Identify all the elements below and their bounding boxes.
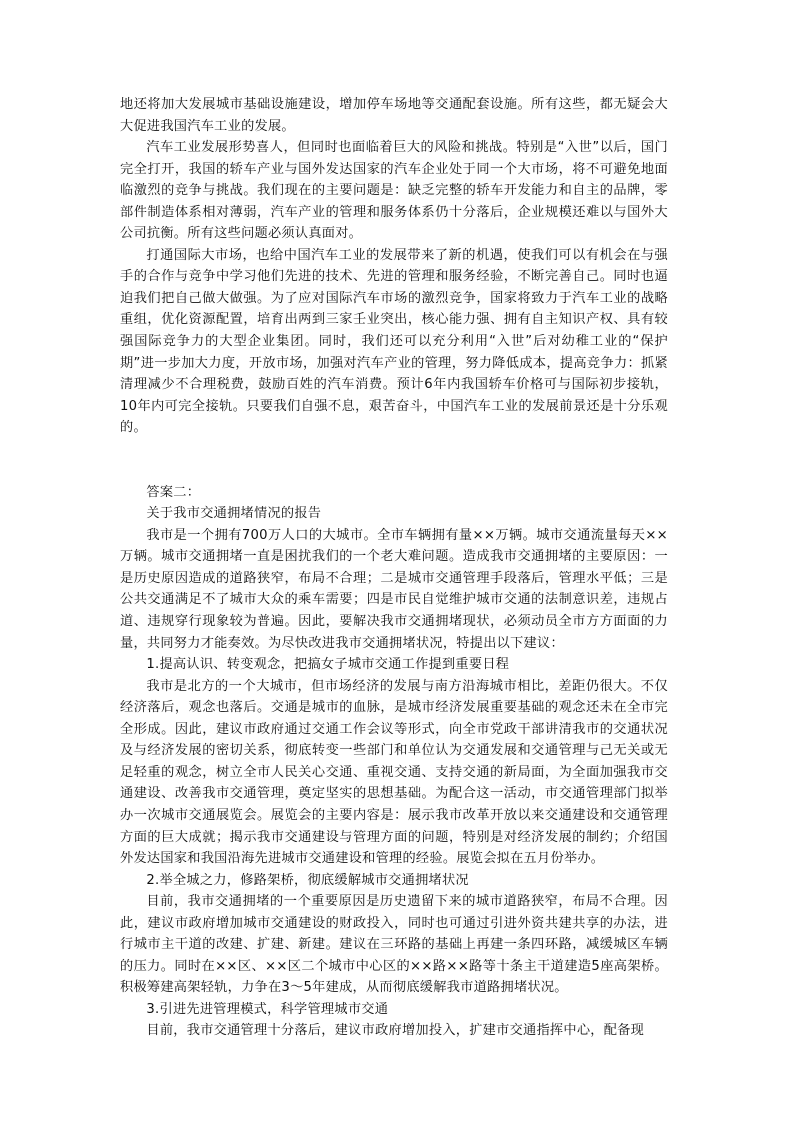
- section-heading-3: 3.引进先进管理模式，科学管理城市交通: [146, 1001, 389, 1017]
- section-heading-2: 2.举全城之力，修路架桥，彻底缓解城市交通拥堵状况: [146, 872, 469, 888]
- paragraph-6: 目前，我市交通拥堵的一个重要原因是历史遗留下来的城市道路狭窄，布局不合理。因此，建议市政府增加城市交通建设的财政投入，同时也可通过引进外资共建共享的办法，进行城市主干道的改建、扩建、新建。建议在三环路的基础上再建一条四环路，减缓城区车辆的压力。同时在××区、××区二个城市中心区的××路××路等十条主干道建造5座高架桥。积极筹建高架轻轨，力争在3～5年建成，从而彻底缓解我市道路拥堵状况。: [120, 894, 668, 996]
- document-body: [120, 94, 668, 1042]
- section-heading-1: 1.提高认识、转变观念，把搞女子城市交通工作提到重要日程: [146, 657, 510, 673]
- paragraph-3: 打通国际大市场，也给中国汽车工业的发展带来了新的机遇，使我们可以有机会在与强手的合作与竞争中学习他们先进的技术、先进的管理和服务经验，不断完善自己。同时也逼迫我们把自己做大做强。为了应对国际汽车市场的激烈竞争，国家将致力于汽车工业的战略重组，优化资源配置，培育出两到三家壬业突出，核心能力强、拥有自主知识产权、具有较强国际竞争力的大型企业集团。同时，我们还可以充分利用“入世”后对幼稚工业的“保护期”进一步加大力度，开放市场，加强对汽车产业的管理，努力降低成本，提高竞争力：抓紧清理减少不合理税费，鼓励百姓的汽车消费。预计6年内我国轿车价格可与国际初步接轨，10年内可完全接轨。只要我们自强不息，艰苦奋斗，中国汽车工业的发展前景还是十分乐观的。: [120, 247, 668, 436]
- answer-label: 答案二：: [146, 484, 201, 500]
- report-title: 关于我市交通拥堵情况的报告: [146, 506, 322, 522]
- paragraph-5: 我市是北方的一个大城市，但市场经济的发展与南方沿海城市相比，差距仍很大。不仅经济落后，观念也落后。交通是城市的血脉，是城市经济发展重要基础的观念还未在全市完全形成。因此，建议市政府通过交通工作会议等形式，向全市党政干部讲清我市的交通状况及与经济发展的密切关系，彻底转变一些部门和单位认为交通发展和交通管理与己无关或无足轻重的观念，树立全市人民关心交通、重视交通、支持交通的新局面，为全面加强我市交通建设、改善我市交通管理，奠定坚实的思想基础。为配合这一活动，市交通管理部门拟举办一次城市交通展览会。展览会的主要内容是：展示我市改革开放以来交通建设和交通管理方面的巨大成就；揭示我市交通建设与管理方面的问题，特别是对经济发展的制约；介绍国外发达国家和我国沿海先进城市交通建设和管理的经验。展览会拟在五月份举办。: [120, 678, 668, 867]
- blank-spacer: [120, 439, 668, 482]
- paragraph-7: 目前，我市交通管理十分落后，建议市政府增加投入，扩建市交通指挥中心，配备现: [146, 1023, 645, 1039]
- paragraph-2: 汽车工业发展形势喜人，但同时也面临着巨大的风险和挑战。特别是“入世”以后，国门完全打开，我国的轿车产业与国外发达国家的汽车企业处于同一个大市场，将不可避免地面临激烈的竞争与挑战。我们现在的主要问题是：缺乏完整的轿车开发能力和自主的品牌，零部件制造体系相对薄弱，汽车产业的管理和服务体系仍十分落后，企业规模还难以与国外大公司抗衡。所有这些问题必须认真面对。: [120, 140, 668, 242]
- paragraph-1: 地还将加大发展城市基础设施建设，增加停车场地等交通配套设施。所有这些，都无疑会大大促进我国汽车工业的发展。: [120, 97, 668, 134]
- paragraph-4: 我市是一个拥有700万人口的大城市。全市车辆拥有量××万辆。城市交通流量每天××万辆。城市交通拥堵一直是困扰我们的一个老大难问题。造成我市交通拥堵的主要原因：一是历史原因造成的道路狭窄，布局不合理；二是城市交通管理手段落后，管理水平低；三是公共交通满足不了城市大众的乘车需要；四是市民自觉维护城市交通的法制意识差，违规占道、违规穿行现象较为普遍。因此，要解决我市交通拥堵现状，必须动员全市方方面面的力量，共同努力才能奏效。为尽快改进我市交通拥堵状况，特提出以下建议：: [120, 527, 668, 651]
